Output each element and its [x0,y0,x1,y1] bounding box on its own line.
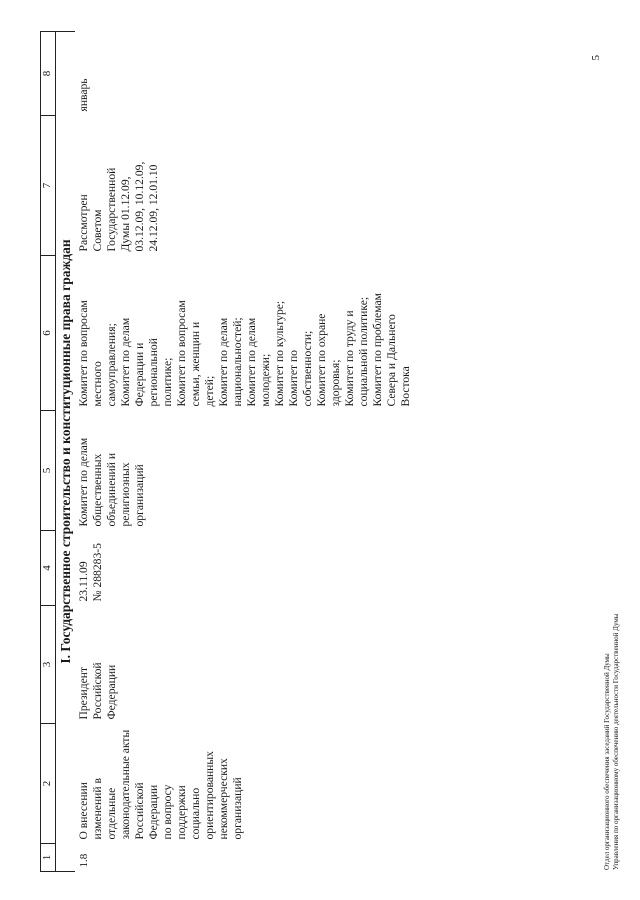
footer [603,270,620,870]
footer-line: Управления по организационному обеспечению деятельности Государственной Думы [611,613,620,870]
review-status: Рассмотрен Советом Государственной Думы 01.12.09, 03.12.09, 10.12.09, 24.12.09, 12.01.10 [77,161,160,252]
column-number: 7 [41,116,56,256]
column-number: 5 [41,411,56,531]
review-period: январь [77,78,90,112]
footer-line: Отдел организационного обеспечения заседаний Государственной Думы [603,653,611,870]
bill-initiator: Президент Российской Федерации [77,662,118,720]
section-header-row [56,32,76,872]
legislation-table [40,31,414,872]
page-number: 5 [590,55,602,61]
table-row [75,32,414,872]
column-number: 3 [41,606,56,724]
section-title: I. Государственное строительство и конституционные права граждан [58,239,73,664]
column-number: 6 [41,256,56,411]
column-number: 8 [41,32,56,116]
legislation-table-block [40,32,414,872]
column-number-row [41,32,56,872]
column-number: 4 [41,531,56,606]
row-number: 1.8 [78,853,90,868]
column-number: 1 [41,844,56,872]
column-number: 2 [41,724,56,844]
co-executor-committees: Комитет по вопросам местного самоуправления; Комитет по делам Федерации и региональной политике; Комитет по вопросам семьи, женщин и детей; Комитет по делам национальностей; Комитет по делам молодежи; Комитет по культуре; Комитет по собственности; Комитет по охране здоровья; Комитет по труду и социальной политике; Комитет по проблемам Севера и Дальнего Востока [77,293,412,407]
responsible-committee: Комитет по делам общественных объединений и религиозных организаций [77,437,146,527]
bill-title: О внесении изменений в отдельные законодательные акты Российской Федерации по вопросу поддержки социально ориентированных некоммерческих организаций [77,729,244,840]
registration-info: 23.11.09 № 288283-5 [77,543,104,602]
